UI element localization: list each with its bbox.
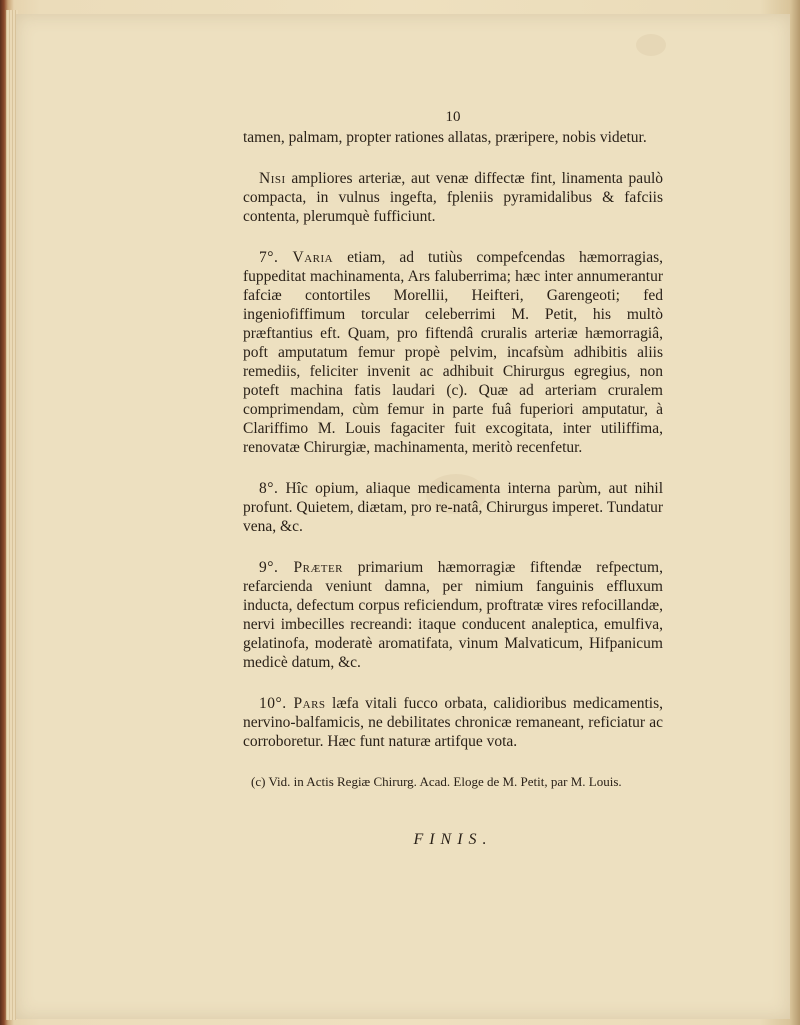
intro-paragraph: tamen, palmam, propter rationes allatas, præripere, nobis videtur. <box>243 129 647 146</box>
text-block <box>243 108 663 849</box>
paragraph-lead: 8°. <box>259 480 279 497</box>
paragraph-7 <box>243 248 663 457</box>
paragraph-lead: Nisi <box>259 170 286 187</box>
finis-label: FINIS. <box>413 831 493 848</box>
paper-stain <box>636 34 666 56</box>
paragraph-9 <box>243 558 663 672</box>
footnote: (c) Vid. in Actis Regiæ Chirurg. Acad. Eloge de M. Petit, par M. Louis. <box>251 774 622 789</box>
paragraph-text: læfa vitali fucco orbata, calidioribus medicamentis, nervino-balfamicis, ne debilitates chronicæ remaneant, reficiatur ac corroboretur. Hæc funt naturæ artifque vota. <box>243 695 664 750</box>
paragraph-lead: 7°. Varia <box>259 249 334 266</box>
paragraph-10 <box>243 694 663 751</box>
paragraph-lead: 10°. Pars <box>259 695 326 712</box>
paragraph-text: ampliores arteriæ, aut venæ diffectæ fint, linamenta paulò compacta, in vulnus ingefta, fpleniis pyramidalibus & fafciis contenta, plerumquè fufficiunt. <box>243 170 663 225</box>
paragraph-text: primarium hæmorragiæ fiftendæ refpectum, refarcienda veniunt damna, per nimium fanguinis effluxum inducta, defectum corpus reficiendum, proftratæ vires refocillandæ, nervi imbecilles recreandi: itaque conducent analeptica, emulfiva, gelatinofa, moderatè aromatifata, vinum Malvaticum, Hifpanicum medicè datum, &c. <box>243 559 663 671</box>
paragraph-text: etiam, ad tutiùs compefcendas hæmorragias, fuppeditat machinamenta, Ars faluberrima; hæc inter annumerantur fafciæ contortiles Morellii, Heifteri, Garengeoti; fed ingeniofiffimum torcular celeberrimi M. Petit, his multò præftantius eft. Quam, pro fiftendâ cruralis arteriæ hæmorragiâ, poft amputatum femur propè pelvim, incafsùm adhibitis aliis remediis, feliciter invenit ac adhibuit Chirurgus egregius, non poteft machina fatis laudari (c). Quæ ad arteriam cruralem comprimendam, cùm femur in parte fuâ fuperiori amputatur, à Clariffimo M. Louis fagaciter fuit excogitata, inter utiliffima, renovatæ Chirurgiæ, machinamenta, meritò recenfetur. <box>243 249 663 456</box>
paragraph-8 <box>243 479 663 536</box>
paragraph-lead: 9°. Præter <box>259 559 344 576</box>
page-number: 10 <box>445 109 461 125</box>
paragraph-nisi <box>243 169 663 226</box>
paragraph-text: Hîc opium, aliaque medicamenta interna parùm, aut nihil profunt. Quietem, diætam, pro re-natâ, Chirurgus imperet. Tundatur vena, &c. <box>243 480 663 535</box>
